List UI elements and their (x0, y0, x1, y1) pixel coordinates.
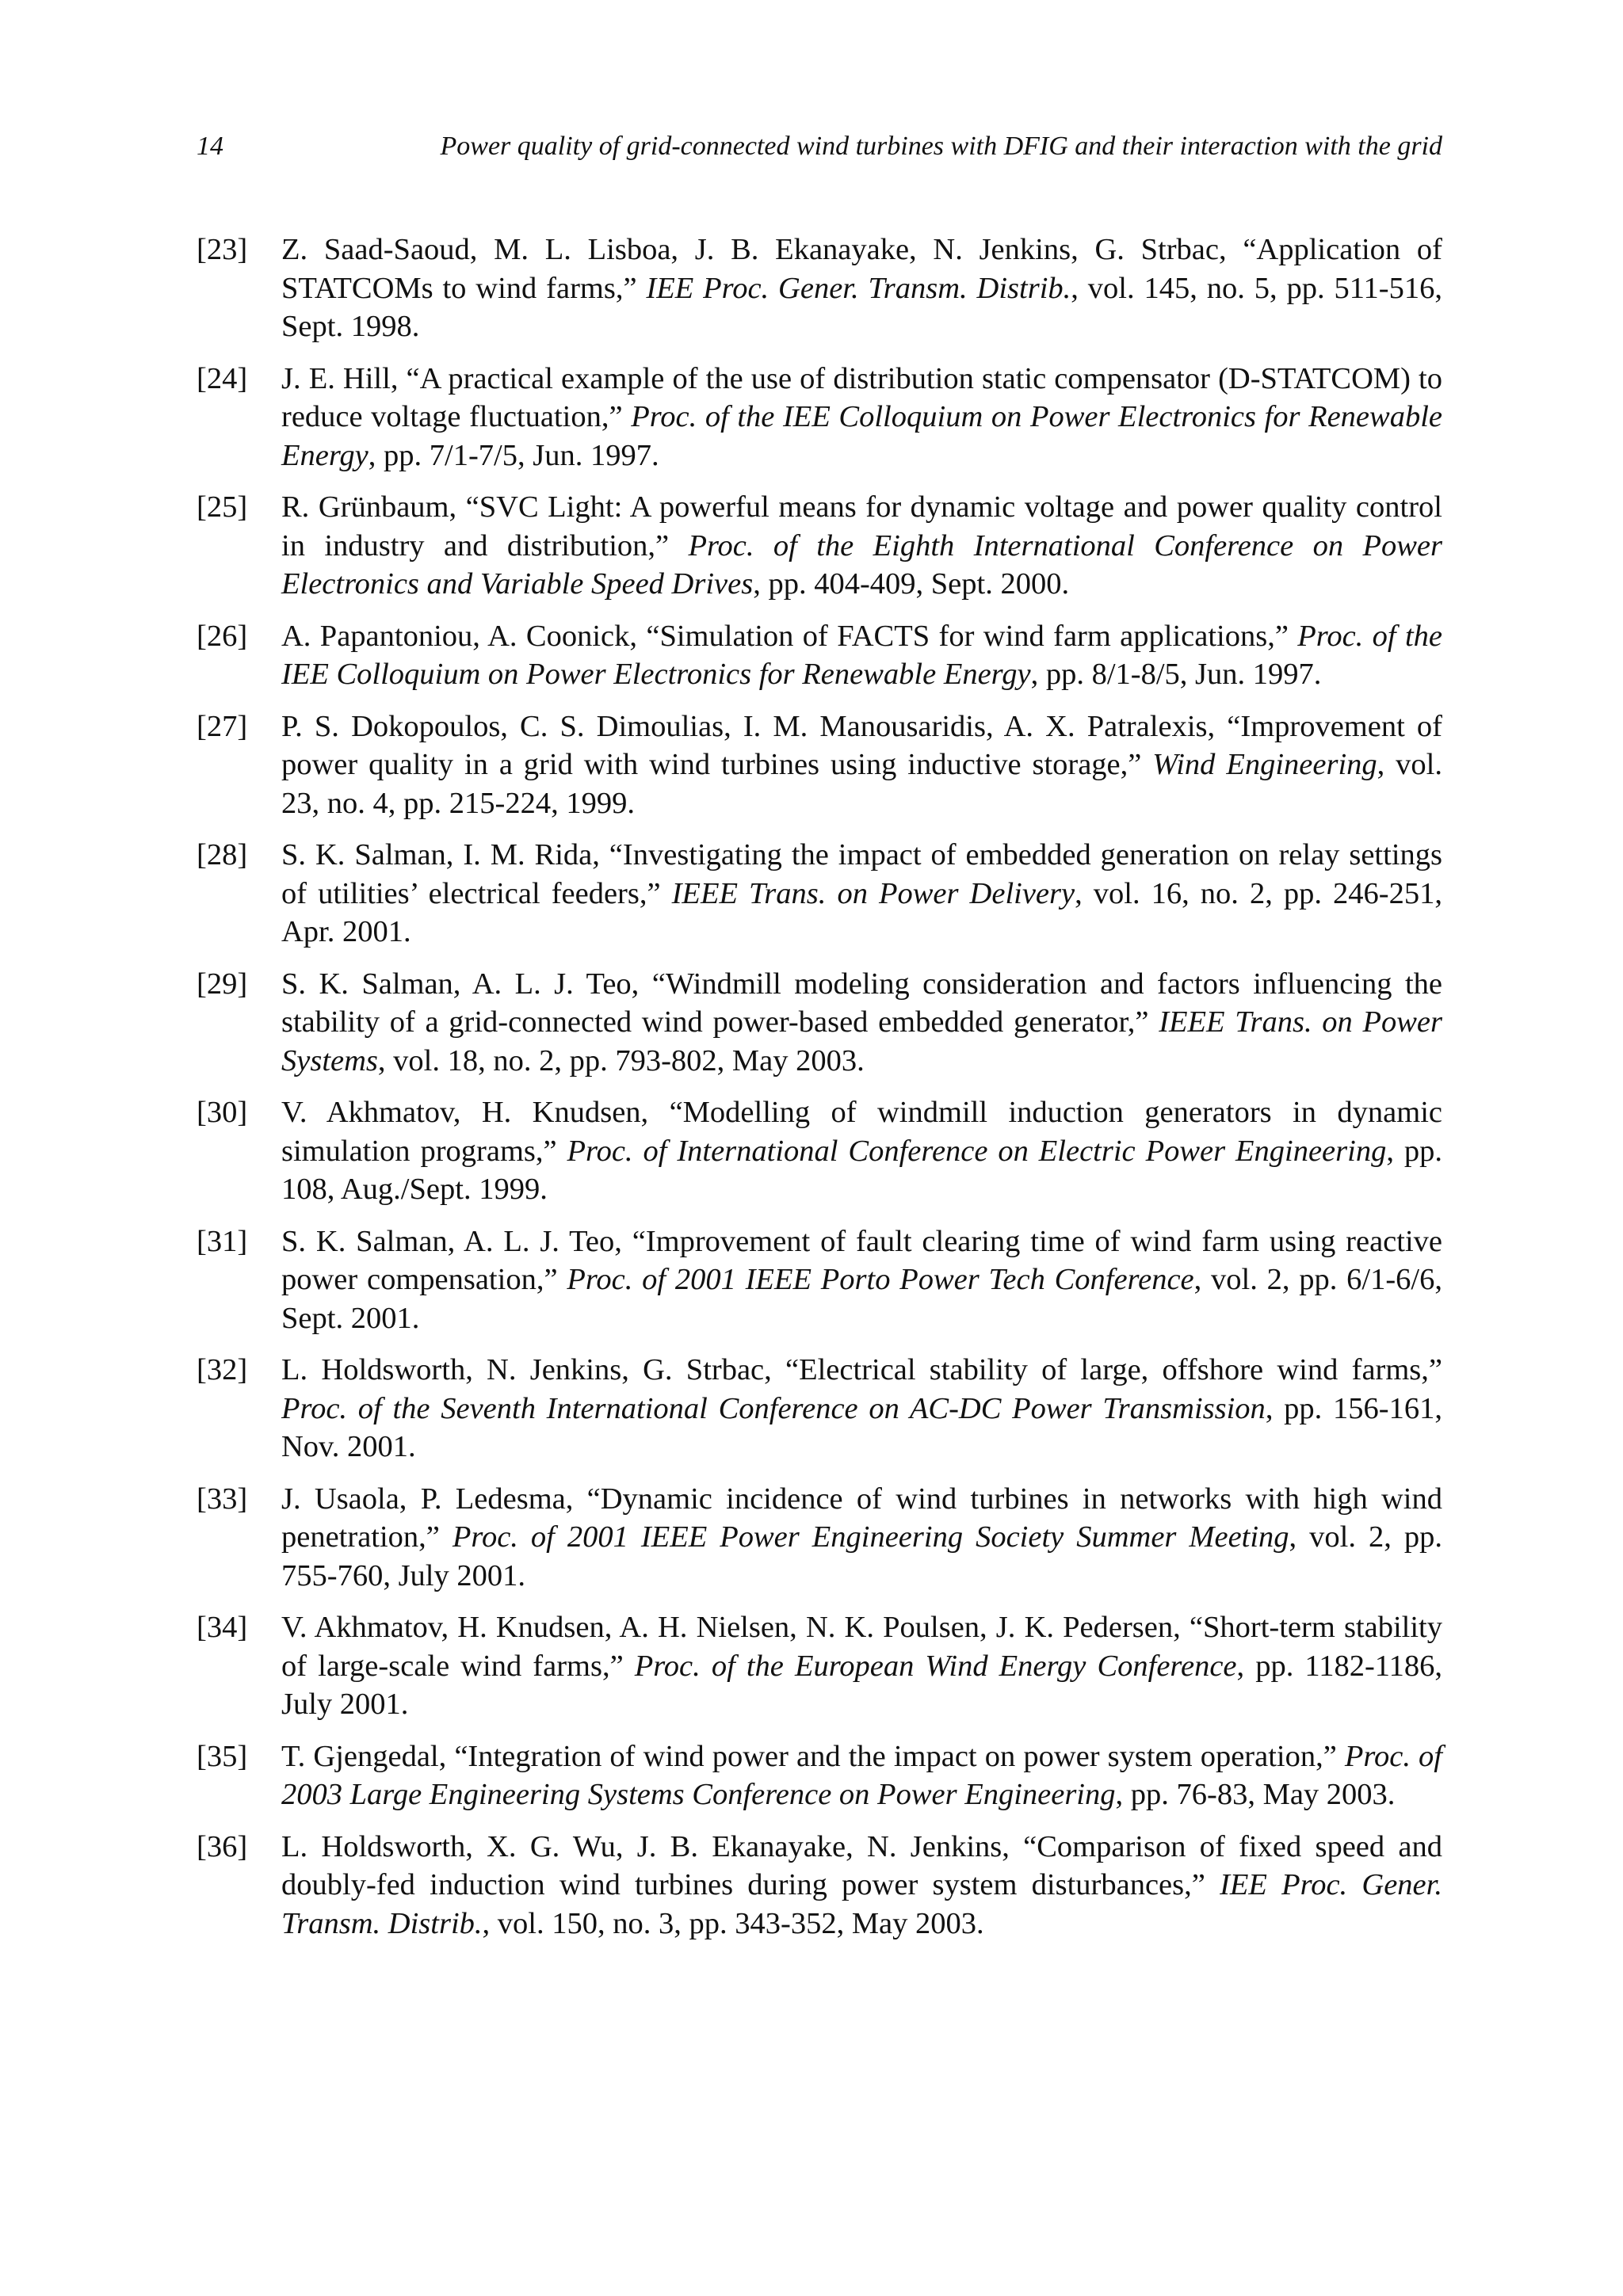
reference-authors-title: Z. Saad-Saoud, M. L. Lisboa, J. B. Ekanayake, N. Jenkins, G. Strbac, “Application of STATCOMs to wind farms,” (281, 233, 1442, 305)
reference-authors-title: S. K. Salman, I. M. Rida, “Investigating the impact of embedded generation on relay settings of utilities’ electrical feeders,” (281, 838, 1442, 910)
reference-number: [32] (197, 1353, 248, 1386)
reference-details: , vol. 145, no. 5, pp. 511-516, Sept. 1998. (281, 271, 1443, 343)
reference-details: , vol. 23, no. 4, pp. 215-224, 1999. (281, 748, 1442, 820)
reference-authors-title: T. Gjengedal, “Integration of wind power and the impact on power system operation,” (281, 1739, 1345, 1773)
reference-item (197, 360, 1442, 475)
reference-authors-title: A. Papantoniou, A. Coonick, “Simulation of FACTS for wind farm applications,” (281, 619, 1298, 653)
reference-venue: Proc. of 2001 IEEE Power Engineering Society Summer Meeting (452, 1520, 1289, 1554)
reference-item (197, 617, 1442, 694)
reference-item (197, 707, 1442, 823)
reference-details: , pp. 404-409, Sept. 2000. (753, 567, 1070, 601)
reference-venue: Proc. of 2001 IEEE Porto Power Tech Conference (567, 1263, 1194, 1296)
reference-details: , vol. 18, no. 2, pp. 793-802, May 2003. (377, 1043, 865, 1077)
reference-authors-title: L. Holdsworth, X. G. Wu, J. B. Ekanayake, N. Jenkins, “Comparison of fixed speed and doubly-fed induction wind turbines during power system disturbances,” (281, 1829, 1442, 1901)
reference-authors-title: S. K. Salman, A. L. J. Teo, “Windmill modeling consideration and factors influencing the stability of a grid-connected wind power-based embedded generator,” (281, 967, 1442, 1039)
reference-authors-title: S. K. Salman, A. L. J. Teo, “Improvement of fault clearing time of wind farm using reactive power compensation,” (281, 1224, 1442, 1296)
reference-number: [29] (197, 967, 248, 1001)
reference-text (281, 710, 1442, 820)
reference-item (197, 231, 1442, 346)
reference-item (197, 1480, 1442, 1596)
reference-item (197, 836, 1442, 952)
reference-venue: IEE Proc. Gener. Transm. Distrib. (281, 1868, 1442, 1940)
reference-number: [24] (197, 361, 248, 395)
reference-number: [23] (197, 233, 248, 266)
reference-details: , pp. 156-161, Nov. 2001. (281, 1391, 1442, 1463)
reference-text (281, 1225, 1442, 1335)
reference-item (197, 1222, 1442, 1338)
reference-text (281, 490, 1442, 601)
reference-details: , vol. 16, no. 2, pp. 246-251, Apr. 2001. (281, 876, 1442, 948)
page-number: 14 (197, 132, 223, 161)
reference-number: [31] (197, 1224, 248, 1258)
reference-text (281, 620, 1442, 692)
reference-text (281, 1482, 1442, 1592)
reference-details: , pp. 108, Aug./Sept. 1999. (281, 1134, 1442, 1206)
reference-number: [27] (197, 709, 248, 743)
reference-authors-title: J. Usaola, P. Ledesma, “Dynamic incidence of wind turbines in networks with high wind penetration,” (281, 1482, 1442, 1554)
reference-item (197, 1737, 1442, 1814)
reference-number: [28] (197, 838, 248, 871)
page-header (197, 132, 1442, 166)
reference-venue: Proc. of the Seventh International Conference on AC-DC Power Transmission (281, 1391, 1266, 1425)
reference-text (281, 967, 1442, 1077)
reference-number: [33] (197, 1482, 248, 1516)
reference-venue: IEEE Trans. on Power Delivery (671, 876, 1075, 910)
reference-venue: Proc. of the IEE Colloquium on Power Electronics for Renewable Energy (281, 400, 1442, 472)
reference-text (281, 1611, 1442, 1721)
reference-authors-title: L. Holdsworth, N. Jenkins, G. Strbac, “Electrical stability of large, offshore wind farms,” (281, 1353, 1442, 1386)
reference-venue: IEE Proc. Gener. Transm. Distrib. (646, 271, 1071, 305)
reference-details: , pp. 76-83, May 2003. (1115, 1778, 1396, 1811)
reference-venue: Proc. of the IEE Colloquium on Power Electronics for Renewable Energy (281, 619, 1442, 691)
reference-item (197, 965, 1442, 1081)
reference-authors-title: V. Akhmatov, H. Knudsen, “Modelling of windmill induction generators in dynamic simulation programs,” (281, 1096, 1442, 1168)
reference-number: [36] (197, 1829, 248, 1863)
reference-text (281, 362, 1442, 472)
reference-authors-title: J. E. Hill, “A practical example of the use of distribution static compensator (D-STATCOM) to reduce voltage fluctuation,” (281, 361, 1442, 433)
reference-text (281, 838, 1442, 948)
reference-text (281, 233, 1442, 343)
reference-venue: Proc. of 2003 Large Engineering Systems Conference on Power Engineering (281, 1739, 1442, 1811)
reference-venue: Proc. of International Conference on Electric Power Engineering (567, 1134, 1387, 1168)
reference-details: , pp. 1182-1186, July 2001. (281, 1649, 1442, 1721)
reference-venue: IEEE Trans. on Power Systems (281, 1005, 1442, 1077)
reference-list (197, 231, 1442, 1956)
reference-item (197, 1093, 1442, 1209)
reference-venue: Proc. of the European Wind Energy Conference (634, 1649, 1237, 1683)
reference-details: , pp. 8/1-8/5, Jun. 1997. (1030, 658, 1322, 691)
reference-text (281, 1740, 1442, 1812)
reference-number: [35] (197, 1739, 248, 1773)
reference-text (281, 1096, 1442, 1206)
reference-details: , vol. 2, pp. 6/1-6/6, Sept. 2001. (281, 1263, 1442, 1335)
reference-item (197, 1828, 1442, 1943)
reference-item (197, 488, 1442, 604)
reference-authors-title: V. Akhmatov, H. Knudsen, A. H. Nielsen, N. K. Poulsen, J. K. Pedersen, “Short-term stability of large-scale wind farms,” (281, 1611, 1442, 1683)
reference-number: [25] (197, 490, 248, 524)
reference-details: , vol. 2, pp. 755-760, July 2001. (281, 1520, 1442, 1592)
reference-text (281, 1830, 1442, 1940)
reference-venue: Proc. of the Eighth International Conference on Power Electronics and Variable Speed Drives (281, 528, 1443, 601)
reference-item (197, 1351, 1442, 1466)
reference-number: [34] (197, 1611, 248, 1644)
reference-authors-title: P. S. Dokopoulos, C. S. Dimoulias, I. M. Manousaridis, A. X. Patralexis, “Improvement of power quality in a grid with wind turbines using inductive storage,” (281, 709, 1442, 781)
running-title: Power quality of grid-connected wind turbines with DFIG and their interaction with the grid (440, 132, 1442, 161)
reference-venue: Wind Engineering (1152, 748, 1377, 781)
reference-item (197, 1608, 1442, 1724)
reference-details: , vol. 150, no. 3, pp. 343-352, May 2003. (482, 1906, 984, 1940)
reference-authors-title: R. Grünbaum, “SVC Light: A powerful means for dynamic voltage and power quality control in industry and distribution,” (281, 490, 1442, 563)
reference-text (281, 1353, 1442, 1463)
reference-details: , pp. 7/1-7/5, Jun. 1997. (368, 438, 659, 472)
reference-number: [30] (197, 1096, 248, 1129)
reference-number: [26] (197, 619, 248, 653)
